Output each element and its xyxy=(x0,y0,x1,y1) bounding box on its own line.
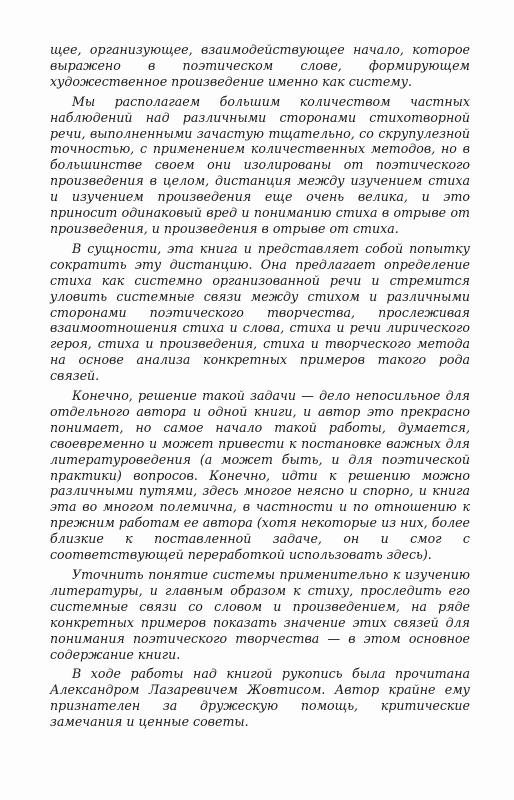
paragraph-continuation: щее, организующее, взаимодействующее начало, которое выражено в поэтическом слове, формирующем художественное произведение именно как систему. xyxy=(50,42,470,89)
paragraph-task-difficulty: Конечно, решение такой задачи — дело непосильное для отдельного автора и одной книги, и автор это прекрасно понимает, но самое начало такой работы, думается, своевременно и может привести к постановке важных для литературоведения (а может быть, и для поэтической практики) вопросов. Конечно, идти к решению можно различными путями, здесь многое неясно и спорно, и книга эта во многом полемична, в частности и по отношению к прежним работам ее автора (хотя некоторые из них, более близкие к поставленной задаче, он и смог с соответствующей переработкой использовать здесь). xyxy=(50,388,470,563)
paragraph-book-purpose: В сущности, эта книга и представляет собой попытку сократить эту дистанцию. Она предлагает определение стиха как системно организованной речи и стремится уловить системные связи между стихом и различными сторонами поэтического творчества, прослеживая взаимоотношения стиха и слова, стиха и речи лирического героя, стиха и произведения, стиха и творческого метода на основе анализа конкретных примеров такого рода связей. xyxy=(50,240,470,384)
paragraph-observations: Мы располагаем большим количеством частных наблюдений над различными сторонами стихотворной речи, выполненными зачастую тщательно, со скрупулезной точностью, с применением количественных методов, но в большинстве своем они изолированы от поэтического произведения в целом, дистанция между изучением стиха и изучением произведения еще очень велика, и это приносит одинаковый вред и пониманию стиха в отрыве от произведения, и произведения в отрыве от стиха. xyxy=(50,93,470,236)
paragraph-acknowledgement: В ходе работы над книгой рукопись была прочитана Александром Лазаревичем Жовтисом. Автор крайне ему признателен за дружескую помощь, критические замечания и ценные советы. xyxy=(50,666,470,730)
text-column xyxy=(50,42,470,734)
paragraph-main-content: Уточнить понятие системы применительно к изучению литературы, и главным образом к стиху, проследить его системные связи со словом и произведением, на ряде конкретных примеров показать значение этих связей для понимания поэтического творчества — в этом основное содержание книги. xyxy=(50,567,470,662)
